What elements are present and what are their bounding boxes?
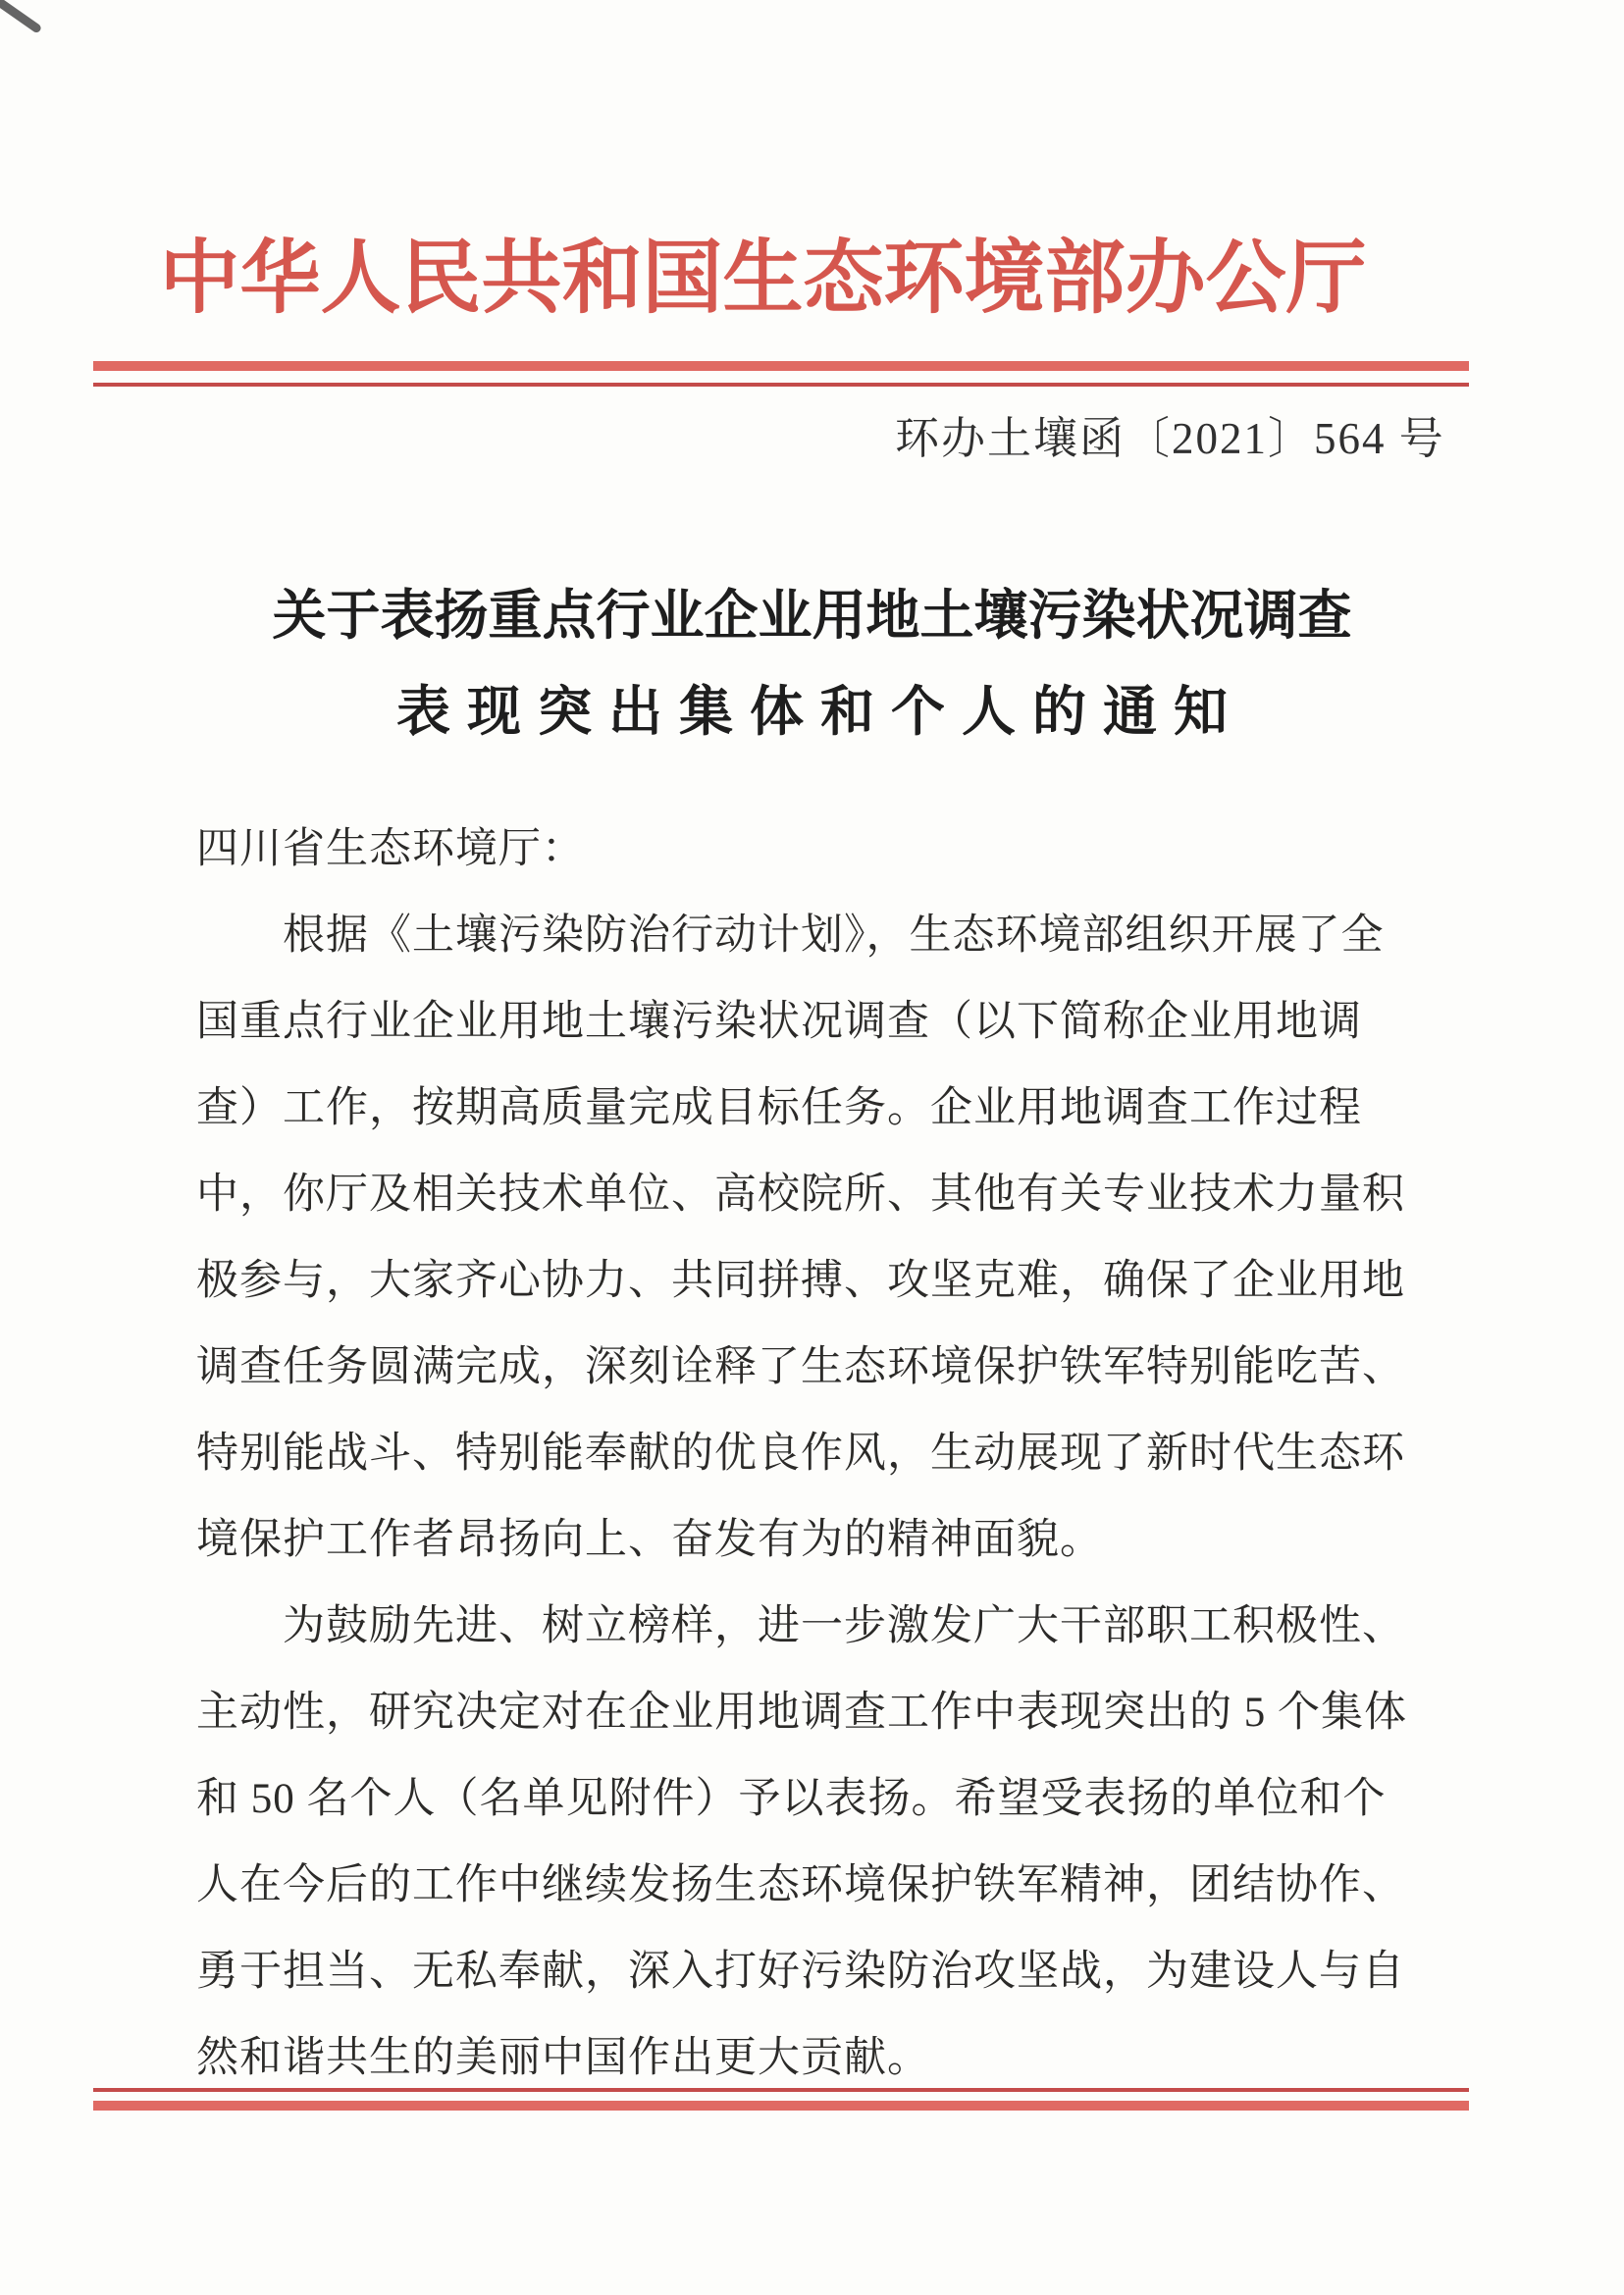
notice-title-line-2: 表现突出集体和个人的通知 bbox=[395, 682, 1244, 742]
body-line: 境保护工作者昂扬向上、奋发有为的精神面貌。 bbox=[196, 1517, 1103, 1563]
body-text bbox=[196, 807, 1408, 2102]
letterhead-rule-thick bbox=[93, 361, 1469, 371]
body-line: 根据《土壤污染防治行动计划》，生态环境部组织开展了全 bbox=[283, 913, 1385, 959]
notice-title-line-1: 关于表扬重点行业企业用地土壤污染状况调查 bbox=[272, 586, 1352, 646]
letterhead-org-name: 中华人民共和国生态环境部办公厅 bbox=[159, 234, 1367, 323]
scan-artifact bbox=[0, 0, 42, 34]
salutation: 四川省生态环境厅： bbox=[196, 826, 585, 872]
body-line: 查）工作，按期高质量完成目标任务。企业用地调查工作过程 bbox=[196, 1085, 1362, 1131]
body-line: 调查任务圆满完成，深刻诠释了生态环境保护铁军特别能吃苦、 bbox=[196, 1344, 1405, 1390]
body-line: 和 50 名个人（名单见附件）予以表扬。希望受表扬的单位和个 bbox=[196, 1776, 1387, 1822]
body-line: 勇于担当、无私奉献，深入打好污染防治攻坚战，为建设人与自 bbox=[196, 1949, 1405, 1995]
footer-rule-thin bbox=[93, 2088, 1469, 2092]
body-line: 然和谐共生的美丽中国作出更大贡献。 bbox=[196, 2035, 930, 2081]
body-line: 极参与，大家齐心协力、共同拼搏、攻坚克难，确保了企业用地 bbox=[196, 1258, 1405, 1304]
body-line: 为鼓励先进、树立榜样，进一步激发广大干部职工积极性、 bbox=[283, 1603, 1405, 1649]
body-line: 主动性，研究决定对在企业用地调查工作中表现突出的 5 个集体 bbox=[196, 1690, 1407, 1736]
body-line: 人在今后的工作中继续发扬生态环境保护铁军精神，团结协作、 bbox=[196, 1862, 1405, 1908]
document-number: 环办土壤函〔2021〕564 号 bbox=[895, 414, 1445, 463]
body-line: 国重点行业企业用地土壤污染状况调查（以下简称企业用地调 bbox=[196, 999, 1362, 1045]
footer-rule-thick bbox=[93, 2101, 1469, 2111]
letterhead-rule-thin bbox=[93, 383, 1469, 387]
body-line: 特别能战斗、特别能奉献的优良作风，生动展现了新时代生态环 bbox=[196, 1431, 1405, 1477]
body-line: 中，你厅及相关技术单位、高校院所、其他有关专业技术力量积 bbox=[196, 1172, 1405, 1218]
